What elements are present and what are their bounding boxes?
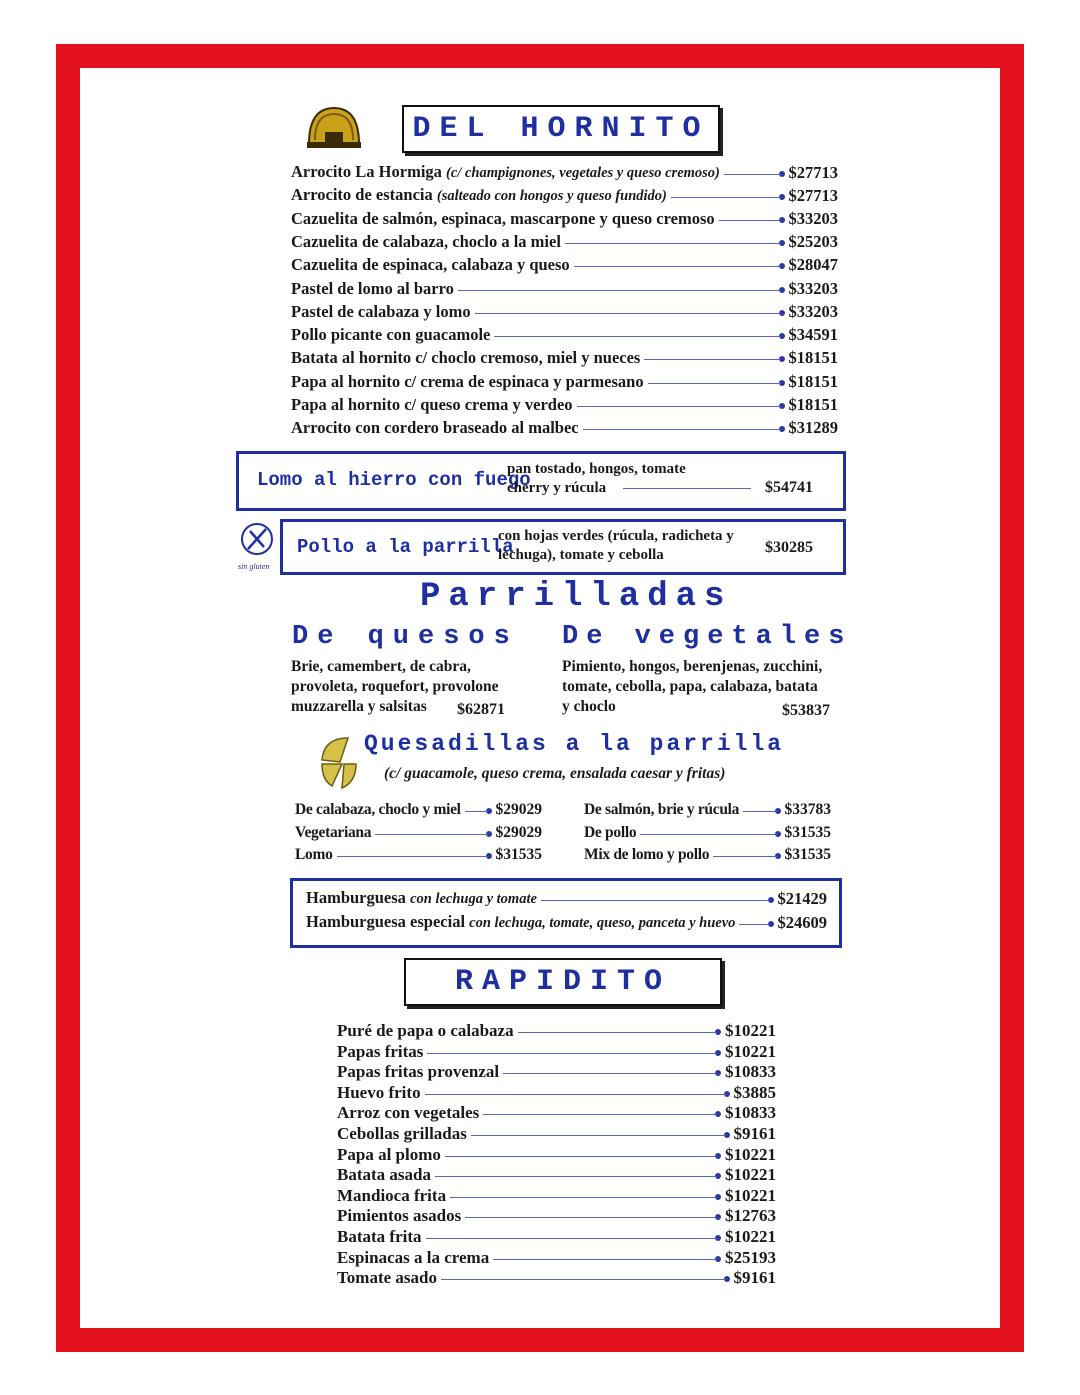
item-name (306, 888, 537, 909)
item-name (291, 162, 720, 183)
quesadilla-item (584, 800, 831, 820)
item-title: Huevo frito (337, 1082, 421, 1102)
item-price: $10221 (725, 1227, 776, 1246)
vegetales-title: De vegetales (562, 622, 853, 652)
item-title: Arroz con vegetales (337, 1103, 480, 1123)
leader-line (671, 186, 785, 206)
gluten-free-label: sin gluten (238, 562, 270, 571)
item-price: $33783 (784, 801, 831, 818)
quesos-title: De quesos (292, 622, 519, 652)
leader-line (427, 1042, 721, 1062)
item-price: $29029 (495, 823, 542, 841)
rapidito-item (337, 1186, 776, 1206)
item-title: Arrocito con cordero braseado al malbec (291, 418, 579, 438)
vegetales-line-1: Pimiento, hongos, berenjenas, zucchini, (562, 658, 823, 675)
item-price: $10833 (725, 1103, 776, 1123)
item-name (337, 1248, 489, 1268)
quesos-line-2: provoleta, roquefort, provolone (291, 678, 499, 695)
pollo-title: Pollo a la parrilla (297, 536, 514, 558)
item-price: $31289 (788, 418, 838, 438)
item-title: Cazuelita de calabaza, choclo a la miel (291, 231, 561, 251)
item-price: $18151 (788, 395, 838, 414)
item-title: Arrocito La Hormiga (291, 162, 442, 181)
leader-line (450, 1186, 721, 1206)
item-price: $25193 (725, 1247, 776, 1267)
item-name (584, 845, 709, 865)
hornito-item (291, 395, 838, 415)
lomo-price: $54741 (765, 479, 813, 496)
item-title: Papas fritas (337, 1041, 424, 1061)
leader-line (574, 255, 785, 275)
item-note: con lechuga, tomate, queso, panceta y huevo (469, 915, 736, 931)
item-title: De pollo (584, 823, 637, 841)
item-price: $29029 (495, 801, 542, 818)
item-title: Papas fritas provenzal (337, 1062, 500, 1082)
pollo-box (280, 519, 846, 575)
leader-line (435, 1165, 721, 1185)
item-title: Puré de papa o calabaza (337, 1021, 514, 1040)
item-title: Pimientos asados (337, 1206, 462, 1226)
lomo-desc-2: cherry y rúcula (507, 480, 607, 496)
leader-line (465, 1206, 721, 1226)
leader-line (577, 395, 785, 415)
item-name (295, 823, 371, 843)
item-name (291, 348, 640, 368)
item-price: $10833 (725, 1062, 776, 1082)
item-name (337, 1042, 423, 1062)
item-price: $31535 (784, 846, 831, 863)
quesadilla-icon (318, 734, 360, 792)
item-title: Mix de lomo y pollo (584, 846, 710, 863)
item-price: $21429 (777, 889, 827, 908)
vegetales-line-2: tomate, cebolla, papa, calabaza, batata (562, 678, 818, 695)
leader-line (465, 800, 492, 820)
item-title: Hamburguesa especial (306, 912, 466, 931)
leader-line (640, 823, 780, 843)
item-title: Batata frita (337, 1227, 422, 1246)
leader-line (583, 418, 785, 438)
item-title: Batata al hornito c/ choclo cremoso, miel y nueces (291, 348, 641, 368)
item-name (295, 845, 333, 865)
item-title: De salmón, brie y rúcula (584, 801, 740, 818)
item-name (337, 1103, 479, 1123)
leader-line (493, 1248, 721, 1268)
item-name (337, 1062, 499, 1082)
item-title: Lomo (295, 846, 333, 863)
item-price: $12763 (725, 1206, 776, 1226)
quesadillas-title: Quesadillas a la parrilla (364, 731, 785, 757)
item-title: Cazuelita de salmón, espinaca, mascarpone y queso cremoso (291, 208, 715, 228)
item-price: $9161 (733, 1124, 776, 1143)
rapidito-item (337, 1124, 776, 1144)
item-title: Pastel de lomo al barro (291, 278, 454, 298)
item-title: Mandioca frita (337, 1185, 447, 1205)
rapidito-item (337, 1227, 776, 1247)
item-name (291, 209, 715, 229)
item-name (337, 1083, 421, 1103)
item-price: $9161 (733, 1268, 776, 1288)
hornito-item (291, 348, 838, 368)
leader-line (503, 1062, 721, 1082)
leader-line (648, 372, 785, 392)
item-title: Tomate asado (337, 1268, 437, 1288)
item-title: Papa al plomo (337, 1144, 441, 1164)
rapidito-item (337, 1268, 776, 1288)
item-name (291, 255, 570, 275)
item-name (295, 800, 461, 820)
item-title: Pollo picante con guacamole (291, 325, 491, 345)
rapidito-item (337, 1103, 776, 1123)
pollo-desc-1: con hojas verdes (rúcula, radicheta y (498, 528, 734, 544)
lomo-desc-1: pan tostado, hongos, tomate (507, 461, 686, 477)
item-price: $33203 (788, 278, 838, 298)
leader-line (541, 889, 774, 909)
leader-line (337, 845, 492, 865)
item-price: $10221 (725, 1021, 776, 1040)
item-name (337, 1268, 437, 1288)
pollo-price: $30285 (765, 539, 813, 556)
leader-line (518, 1021, 721, 1041)
leader-line (375, 823, 491, 843)
item-title: Papa al hornito c/ crema de espinaca y parmesano (291, 371, 644, 391)
leader-line (739, 913, 773, 933)
parrilladas-title: Parrilladas (420, 578, 733, 616)
vegetales-price: $53837 (782, 702, 830, 719)
item-price: $27713 (788, 186, 838, 206)
pollo-desc-2: lechuga), tomate y cebolla (498, 547, 664, 563)
leader-line (425, 1083, 730, 1103)
leader-line (471, 1124, 730, 1144)
item-name (584, 823, 636, 843)
section-title-rapidito: RAPIDITO (404, 958, 722, 1006)
item-price: $34591 (788, 325, 838, 345)
item-title: Pastel de calabaza y lomo (291, 301, 471, 321)
rapidito-item (337, 1062, 776, 1082)
hornito-item (291, 209, 838, 229)
quesos-price: $62871 (457, 701, 505, 718)
quesos-line-3: muzzarella y salsitas (291, 698, 427, 715)
hamburguesa-item (306, 912, 827, 933)
quesadilla-item (584, 845, 831, 865)
item-name (291, 279, 454, 299)
rapidito-item (337, 1021, 776, 1041)
hornito-item (291, 232, 838, 252)
leader-line (719, 209, 785, 229)
leader-line (494, 325, 784, 345)
item-price: $24609 (777, 913, 827, 932)
item-title: Hamburguesa (306, 888, 406, 907)
item-name (337, 1145, 441, 1165)
item-price: $28047 (788, 255, 838, 275)
leader-line (475, 302, 785, 322)
lomo-title: Lomo al hierro con fuego (257, 469, 531, 491)
hornito-item (291, 279, 838, 299)
leader-line (483, 1103, 721, 1123)
rapidito-item (337, 1165, 776, 1185)
quesos-line-1: Brie, camembert, de cabra, (291, 658, 471, 675)
item-name (291, 418, 579, 438)
item-title: Cazuelita de espinaca, calabaza y queso (291, 255, 570, 275)
item-name (291, 395, 573, 415)
item-title: Arrocito de estancia (291, 185, 433, 205)
leader-line (743, 800, 780, 820)
quesadillas-subtitle: (c/ guacamole, queso crema, ensalada caesar y fritas) (384, 765, 726, 782)
item-name (337, 1186, 446, 1206)
vegetales-line-3: y choclo (562, 698, 616, 715)
rapidito-item (337, 1248, 776, 1268)
section-title-hornito: DEL HORNITO (402, 105, 720, 153)
item-name (291, 325, 490, 345)
leader-line (724, 163, 785, 183)
hornito-item (291, 162, 838, 183)
item-note: (salteado con hongos y queso fundido) (436, 188, 667, 205)
item-name (291, 302, 471, 322)
item-name (337, 1206, 461, 1226)
rapidito-item (337, 1206, 776, 1226)
hamburguesa-item (306, 888, 827, 909)
hornito-item (291, 418, 838, 438)
item-name (337, 1227, 422, 1247)
item-price: $10221 (725, 1165, 776, 1185)
quesadilla-item (295, 800, 542, 820)
rapidito-item (337, 1083, 776, 1103)
item-price: $10221 (725, 1041, 776, 1061)
item-title: De calabaza, choclo y miel (295, 801, 461, 818)
oven-icon (305, 104, 363, 152)
leader-line (441, 1268, 730, 1288)
item-name (584, 800, 739, 820)
leader-line (713, 845, 780, 865)
item-price: $18151 (788, 348, 838, 368)
item-title: Espinacas a la crema (337, 1247, 490, 1267)
item-price: $10221 (725, 1185, 776, 1205)
rapidito-item (337, 1042, 776, 1062)
item-price: $33203 (788, 301, 838, 321)
item-note: (c/ champignones, vegetales y queso cremoso) (446, 165, 720, 181)
item-title: Vegetariana (295, 823, 372, 841)
leader-line (565, 232, 785, 252)
item-price: $33203 (788, 208, 838, 228)
hornito-item (291, 325, 838, 345)
item-note: con lechuga y tomate (410, 891, 537, 907)
item-price: $3885 (733, 1082, 776, 1102)
item-name (337, 1021, 514, 1041)
quesadilla-item (584, 823, 831, 843)
item-price: $31535 (784, 823, 831, 841)
hornito-item (291, 255, 838, 275)
item-title: Batata asada (337, 1165, 431, 1185)
hornito-item (291, 302, 838, 322)
rapidito-item (337, 1145, 776, 1165)
leader-line (426, 1227, 721, 1247)
hornito-item (291, 185, 838, 206)
item-name (291, 185, 667, 206)
item-name (291, 372, 644, 392)
item-name (306, 912, 735, 933)
leader-line (445, 1145, 721, 1165)
leader-line (458, 279, 785, 299)
lomo-box (236, 451, 846, 511)
item-price: $25203 (788, 231, 838, 251)
leader-line (644, 348, 784, 368)
item-name (337, 1165, 431, 1185)
quesadilla-item (295, 823, 542, 843)
item-price: $18151 (788, 371, 838, 391)
item-price: $31535 (495, 846, 542, 863)
item-title: Papa al hornito c/ queso crema y verdeo (291, 395, 573, 414)
item-name (337, 1124, 467, 1144)
item-name (291, 232, 561, 252)
item-price: $27713 (788, 163, 838, 182)
gluten-free-icon (236, 521, 278, 559)
lomo-leader (623, 488, 751, 489)
hornito-item (291, 372, 838, 392)
item-price: $10221 (725, 1144, 776, 1164)
item-title: Cebollas grilladas (337, 1124, 467, 1143)
quesadilla-item (295, 845, 542, 865)
